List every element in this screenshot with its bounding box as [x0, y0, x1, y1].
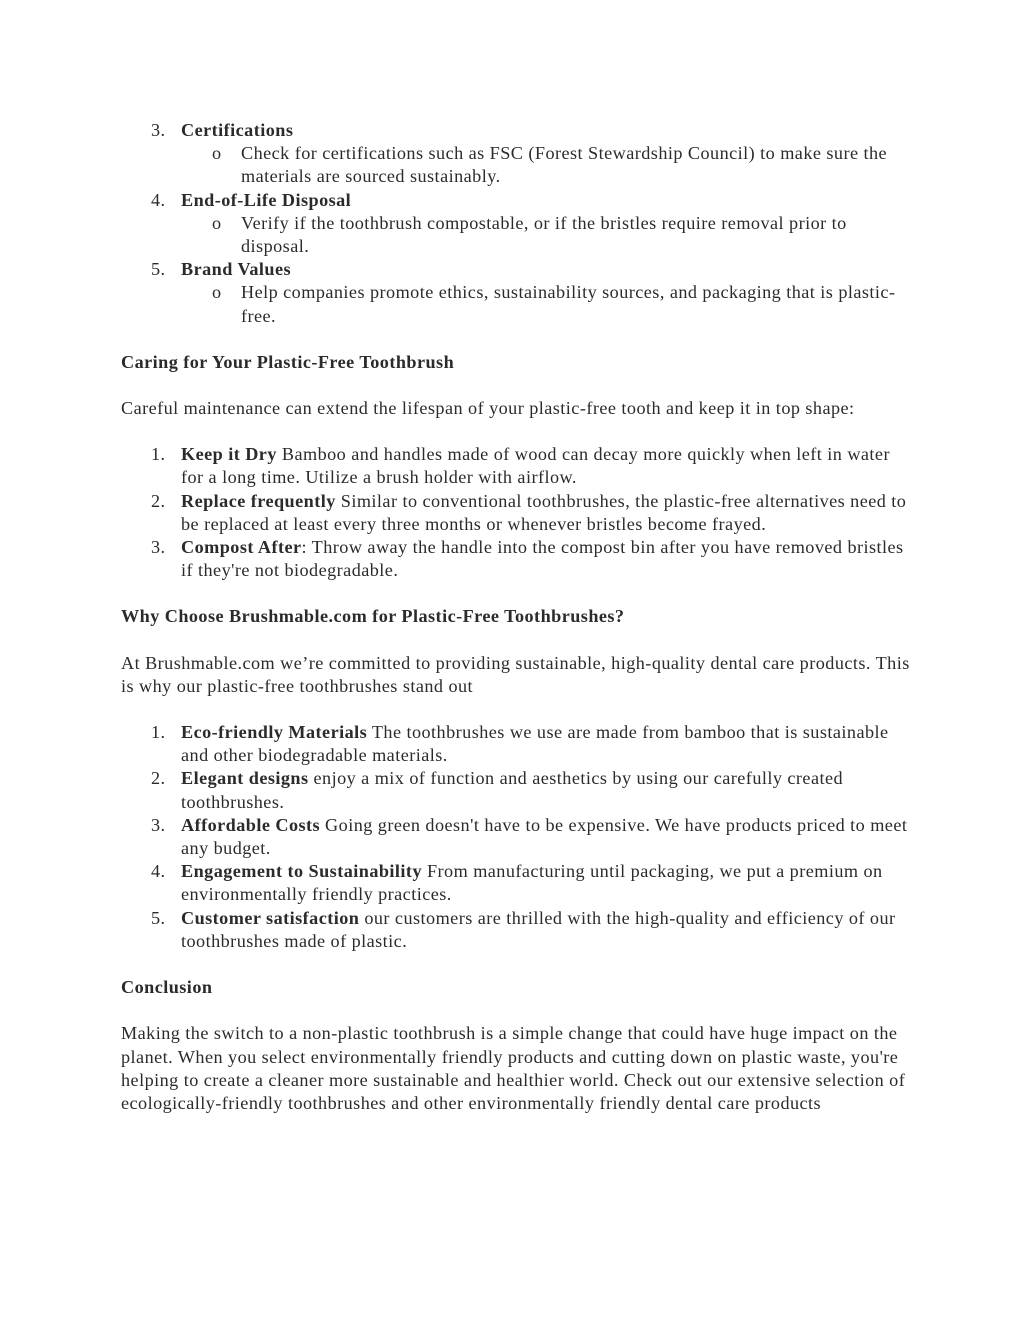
- list-item: [121, 536, 911, 582]
- list-number: 2.: [151, 768, 166, 789]
- list-number: 3.: [151, 537, 166, 558]
- list-item: [121, 907, 911, 953]
- bullet-icon: o: [212, 282, 222, 303]
- list-number: 1.: [151, 444, 166, 465]
- list-item: [121, 490, 911, 536]
- list-number: 5.: [151, 259, 166, 280]
- list-number: 2.: [151, 490, 166, 511]
- care-list: [121, 443, 911, 582]
- list-item-text: : Throw away the handle into the compost bin after you have removed bristles if they're not biodegradable.: [181, 537, 904, 581]
- list-number: 4.: [151, 861, 166, 882]
- list-item: [121, 189, 911, 259]
- list-number: 3.: [151, 120, 166, 140]
- list-number: 1.: [151, 722, 166, 743]
- list-number: 5.: [151, 907, 166, 928]
- sub-list-text: Check for certifications such as FSC (Forest Stewardship Council) to make sure the materials are sourced sustainably.: [241, 143, 888, 187]
- list-item-title: Replace frequently: [181, 490, 336, 511]
- bullet-icon: o: [212, 212, 222, 233]
- list-number: 3.: [151, 814, 166, 835]
- list-item-title: Compost After: [181, 537, 302, 558]
- sub-list-text: Verify if the toothbrush compostable, or if the bristles require removal prior to disposal.: [241, 212, 847, 257]
- sub-list: [181, 212, 911, 258]
- care-intro: Careful maintenance can extend the lifespan of your plastic-free tooth and keep it in top shape:: [121, 398, 855, 419]
- document-page: [121, 119, 911, 1115]
- list-item: [121, 258, 911, 328]
- list-item-text: Bamboo and handles made of wood can decay more quickly when left in water for a long time. Utilize a brush holder with airflow.: [181, 444, 890, 488]
- list-item-text: our customers are thrilled with the high-quality and efficiency of our toothbrushes made of plastic.: [181, 907, 896, 951]
- list-item-title: Engagement to Sustainability: [181, 861, 422, 882]
- list-item-text: enjoy a mix of function and aesthetics by using our carefully created toothbrushes.: [181, 768, 844, 812]
- sub-list: [181, 281, 911, 327]
- sub-list-item: [181, 281, 911, 327]
- list-item-title: End-of-Life Disposal: [181, 189, 352, 210]
- list-item-title: Brand Values: [181, 259, 292, 280]
- list-item: [121, 814, 911, 860]
- list-item: [121, 443, 911, 489]
- criteria-list: [121, 119, 911, 328]
- list-item: [121, 119, 911, 189]
- list-number: 4.: [151, 189, 166, 210]
- list-item-text: The toothbrushes we use are made from bamboo that is sustainable and other biodegradable materials.: [181, 722, 889, 766]
- list-item-text: From manufacturing until packaging, we put a premium on environmentally friendly practices.: [181, 861, 883, 905]
- list-item: [121, 721, 911, 767]
- sub-list: [181, 142, 911, 188]
- list-item-text: Going green doesn't have to be expensive. We have products priced to meet any budget.: [181, 814, 908, 859]
- list-item-title: Elegant designs: [181, 768, 309, 789]
- section-heading-why: Why Choose Brushmable.com for Plastic-Free Toothbrushes?: [121, 606, 625, 627]
- why-intro: At Brushmable.com we’re committed to providing sustainable, high-quality dental care products. This is why our plastic-free toothbrushes stand out: [121, 652, 910, 696]
- sub-list-item: [181, 142, 911, 188]
- section-heading-conclusion: Conclusion: [121, 977, 213, 998]
- list-item: [121, 860, 911, 906]
- sub-list-item: [181, 212, 911, 258]
- list-item-title: Customer satisfaction: [181, 907, 360, 928]
- sub-list-text: Help companies promote ethics, sustainability sources, and packaging that is plastic-free.: [241, 282, 896, 326]
- list-item: [121, 767, 911, 813]
- conclusion-text: Making the switch to a non-plastic toothbrush is a simple change that could have huge impact on the planet. When you select environmentally friendly products and cutting down on plastic waste, you're helping to create a cleaner more sustainable and healthier world. Check out our extensive selection of ecologically-friendly toothbrushes and other environmentally friendly dental care products: [121, 1023, 906, 1113]
- list-item-title: Eco-friendly Materials: [181, 722, 368, 743]
- why-list: [121, 721, 911, 953]
- list-item-title: Keep it Dry: [181, 444, 277, 465]
- bullet-icon: o: [212, 143, 222, 164]
- list-item-title: Affordable Costs: [181, 814, 321, 835]
- list-item-text: Similar to conventional toothbrushes, the plastic-free alternatives need to be replaced at least every three months or whenever bristles become frayed.: [181, 490, 907, 534]
- list-item-title: Certifications: [181, 120, 294, 140]
- section-heading-care: Caring for Your Plastic-Free Toothbrush: [121, 351, 455, 372]
